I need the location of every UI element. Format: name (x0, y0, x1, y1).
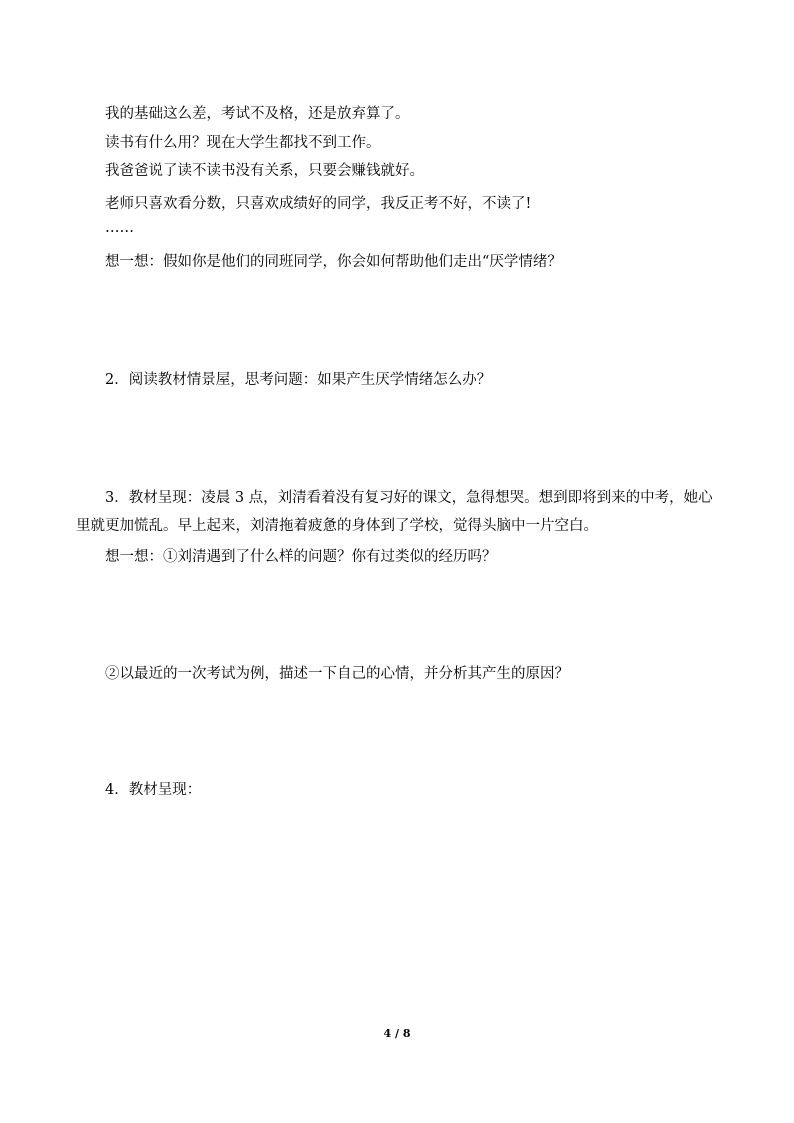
statement-4: 老师只喜欢看分数，只喜欢成绩好的同学，我反正考不好，不读了! (105, 196, 532, 212)
question-3-think-1: 想一想：①刘清遇到了什么样的问题？你有过类似的经历吗？ (105, 549, 497, 565)
question-3-think-2: ②以最近的一次考试为例，描述一下自己的心情，并分析其产生的原因？ (105, 666, 569, 682)
ellipsis: …… (105, 220, 134, 236)
question-3-paragraph: 3．教材呈现：凌晨 3 点，刘清看着没有复习好的课文，急得想哭。想到即将到来的中考，她心里就更加慌乱。早上起来，刘清拖着疲惫的身体到了学校，觉得头脑中一片空白。 (76, 490, 713, 534)
question-2: 2．阅读教材情景屋，思考问题：如果产生厌学情绪怎么办？ (105, 372, 492, 388)
think-question-1: 想一想：假如你是他们的同班同学，你会如何帮助他们走出“厌学情绪？ (105, 254, 562, 270)
question-4: 4．教材呈现： (105, 782, 202, 798)
statement-1: 我的基础这么差，考试不及格，还是放弃算了。 (105, 106, 410, 122)
statement-2: 读书有什么用？现在大学生都找不到工作。 (105, 135, 381, 151)
statement-3: 我爸爸说了读不读书没有关系，只要会赚钱就好。 (105, 163, 424, 179)
page-number: 4 / 8 (383, 1027, 411, 1040)
